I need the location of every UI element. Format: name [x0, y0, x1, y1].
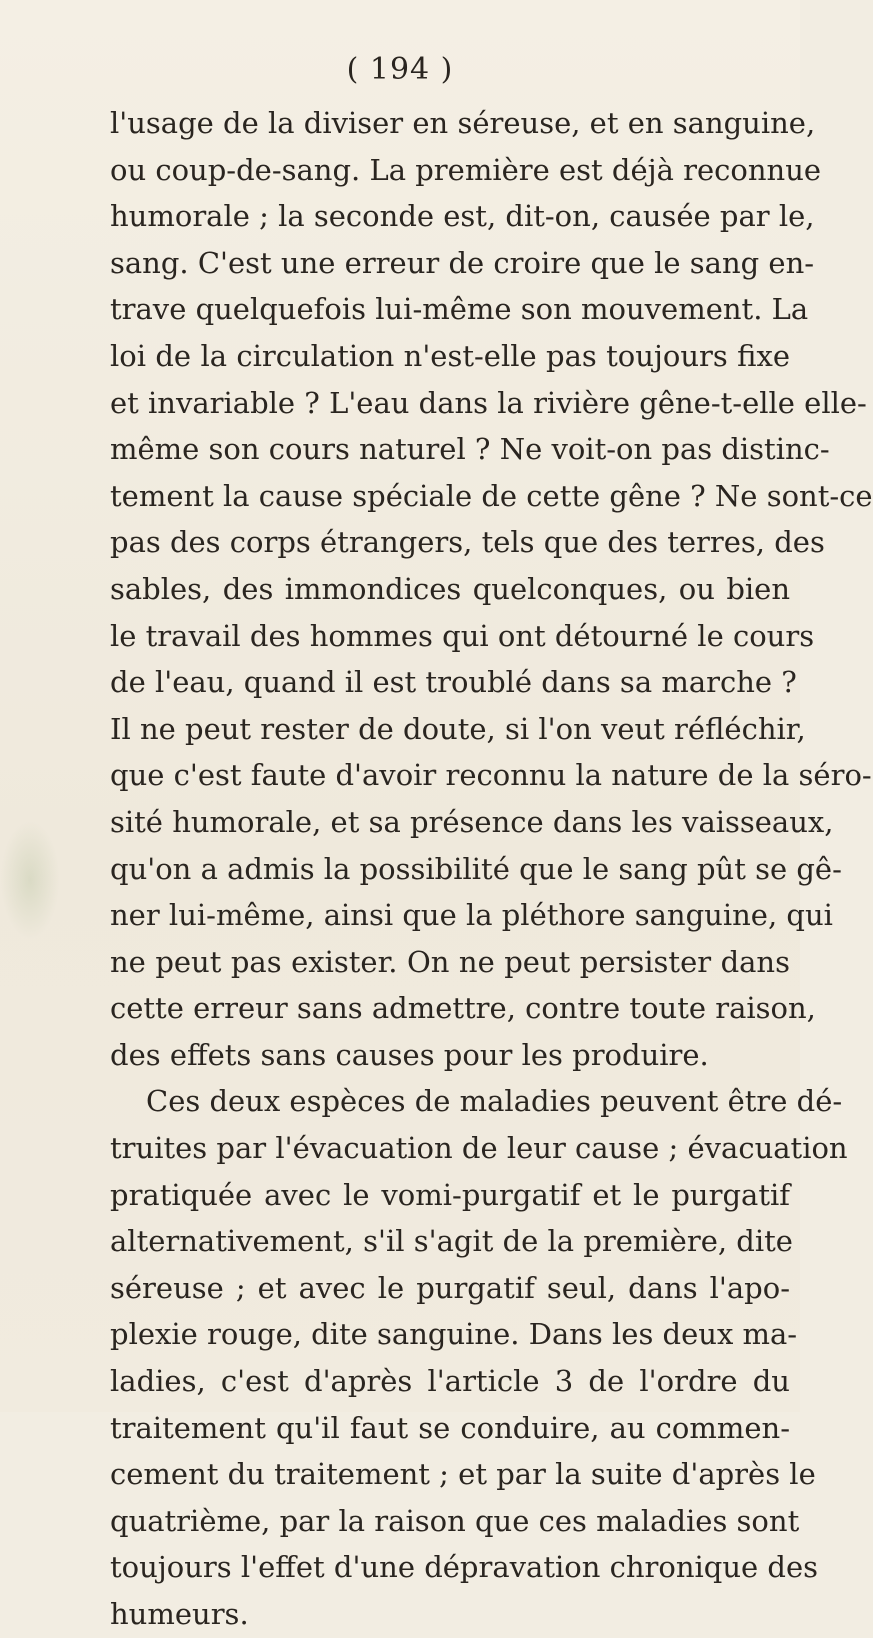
text-line: ner lui-même, ainsi que la pléthore sanguine, qui [110, 898, 833, 933]
text-line: des effets sans causes pour les produire. [110, 1037, 709, 1072]
text-line: ne peut pas exister. On ne peut persister dans [110, 944, 790, 979]
text-line: que c'est faute d'avoir reconnu la nature de la séro- [110, 758, 872, 793]
text-line: pratiquée avec le vomi-purgatif et le purgatif [110, 1177, 790, 1212]
text-line: alternativement, s'il s'agit de la première, dite [110, 1224, 793, 1259]
text-line: truites par l'évacuation de leur cause ; évacuation [110, 1131, 848, 1166]
text-line: toujours l'effet d'une dépravation chronique des [110, 1550, 819, 1585]
text-line: l'usage de la diviser en séreuse, et en sanguine, [110, 106, 816, 140]
text-line: loi de la circulation n'est-elle pas toujours fixe [110, 338, 790, 373]
text-line: séreuse ; et avec le purgatif seul, dans l'apo- [110, 1270, 790, 1305]
text-line: traitement qu'il faut se conduire, au commen- [110, 1410, 790, 1445]
text-line: et invariable ? L'eau dans la rivière gêne-t-elle elle- [110, 385, 867, 420]
text-line: trave quelquefois lui-même son mouvement. La [110, 292, 809, 327]
text-line: tement la cause spéciale de cette gêne ? Ne sont-ce [110, 478, 873, 513]
body-text [110, 100, 873, 1638]
text-line: pas des corps étrangers, tels que des terres, des [110, 525, 825, 560]
text-line: le travail des hommes qui ont détourné le cours [110, 618, 815, 653]
text-line: même son cours naturel ? Ne voit-on pas distinc- [110, 432, 830, 467]
text-line: plexie rouge, dite sanguine. Dans les deux ma- [110, 1317, 798, 1352]
text-line: de l'eau, quand il est troublé dans sa marche ? [110, 665, 797, 700]
text-line: humorale ; la seconde est, dit-on, causée par le, [110, 199, 815, 234]
text-line: ladies, c'est d'après l'article 3 de l'ordre du [110, 1364, 790, 1399]
text-line: ou coup-de-sang. La première est déjà reconnue [110, 152, 822, 187]
page-stain [0, 820, 60, 940]
text-line: sang. C'est une erreur de croire que le sang en- [110, 245, 815, 280]
text-line: cement du traitement ; et par la suite d'après le [110, 1457, 816, 1492]
text-line: quatrième, par la raison que ces maladies sont [110, 1503, 800, 1538]
text-line: Ces deux espèces de maladies peuvent être dé- [146, 1084, 843, 1119]
text-line: cette erreur sans admettre, contre toute raison, [110, 991, 816, 1026]
text-line: qu'on a admis la possibilité que le sang pût se gê- [110, 851, 842, 886]
page-number: ( 194 ) [346, 52, 454, 87]
text-line: humeurs. [110, 1597, 249, 1631]
text-line: sables, des immondices quelconques, ou bien [110, 571, 790, 606]
text-line: sité humorale, et sa présence dans les vaisseaux, [110, 804, 834, 839]
text-line: Il ne peut rester de doute, si l'on veut réfléchir, [110, 711, 806, 746]
